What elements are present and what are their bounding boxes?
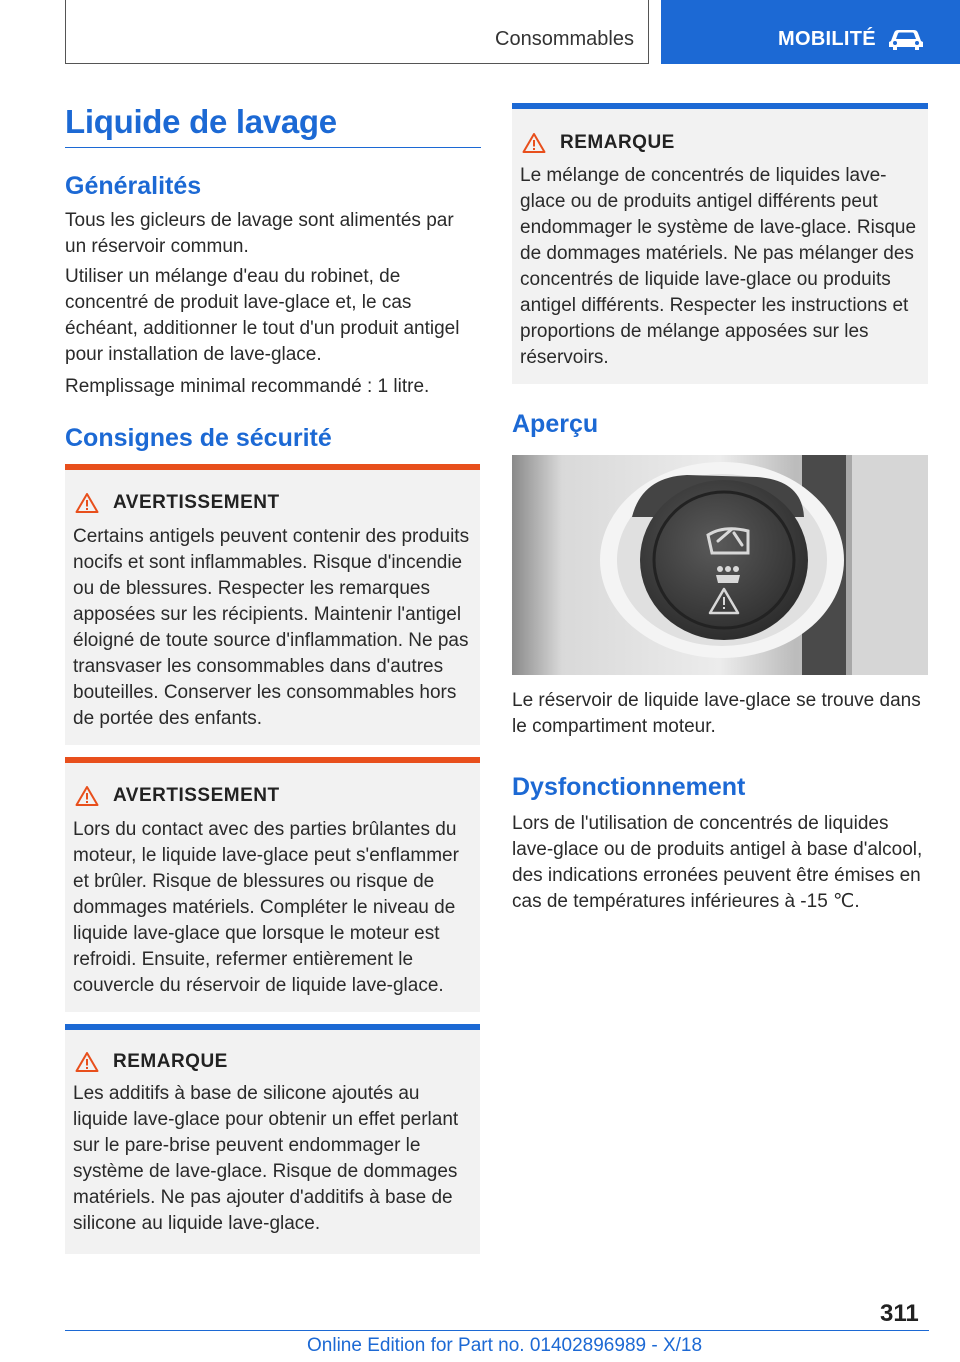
note-box [512,103,928,384]
note-text: Le mélange de concentrés de liquides lave-glace ou de produits antigel différents peut endommager le système de lave-glace. Risque de dommages matériels. Ne pas mélanger des concentrés de liquide lave-glace ou produits antigel différents. Respecter les instructions et proportions de mélange apposées sur les réservoirs. [520,165,917,368]
warning-bar [65,757,480,763]
heading-apercu: Aperçu [512,410,599,438]
page-title: Liquide de lavage [65,103,337,140]
header-section-box [65,0,649,64]
generalites-paragraph-3: Remplissage minimal recommandé : 1 litre. [65,376,430,397]
warning-label: AVERTISSEMENT [113,492,280,513]
generalites-paragraph-1: Tous les gicleurs de lavage sont alimentés par un réservoir commun. [65,210,454,257]
header-section-title: Consommables [495,28,634,50]
note-label: REMARQUE [113,1051,228,1072]
header-chapter-tab[interactable] [661,0,960,64]
warning-triangle-icon [75,785,99,807]
page-number: 311 [880,1300,919,1327]
footer-edition-text[interactable]: Online Edition for Part no. 01402896989 - X/18 [307,1335,703,1356]
heading-consignes-securite: Consignes de sécurité [65,424,332,452]
warning-label: AVERTISSEMENT [113,785,280,806]
heading-generalites: Généralités [65,172,202,200]
warning-box [65,757,480,1012]
apercu-caption: Le réservoir de liquide lave-glace se trouve dans le compartiment moteur. [512,690,921,737]
heading-dysfonctionnement: Dysfonctionnement [512,773,746,801]
generalites-paragraph-2: Utiliser un mélange d'eau du robinet, de concentré de produit lave-glace et, le cas échéant, additionner le tout d'un produit antigel pour installation de lave-glace. [65,266,460,365]
title-divider [65,147,481,148]
warning-triangle-icon [522,132,546,154]
warning-text: Lors du contact avec des parties brûlantes du moteur, le liquide lave-glace peut s'enflammer et brûler. Risque de blessures ou risque de dommages matériels. Compléter le niveau de liquide lave-glace que lorsque le moteur est refroidi. Ensuite, refermer entièrement le couvercle du réservoir de liquide lave-glace. [73,819,459,996]
dysfonctionnement-paragraph: Lors de l'utilisation de concentrés de liquides lave-glace ou de produits antigel à base d'alcool, des indications erronées peuvent être émises en cas de températures inférieures à -15 ℃. [512,813,923,912]
warning-box [65,464,480,745]
warning-triangle-icon [75,1051,99,1073]
note-text: Les additifs à base de silicone ajoutés au liquide lave-glace pour obtenir un effet perlant sur le pare-brise peuvent endommager le système de lave-glace. Risque de dommages matériels. Ne pas ajouter d'additifs à base de silicone au liquide lave-glace. [73,1083,459,1234]
car-icon [887,27,925,51]
note-bar [65,1024,480,1030]
footer-divider [65,1330,929,1331]
warning-bar [65,464,480,470]
washer-reservoir-photo [512,455,928,675]
note-label: REMARQUE [560,132,675,153]
note-bar [512,103,928,109]
header-chapter-title: MOBILITÉ [778,28,876,50]
note-box [65,1024,480,1254]
warning-triangle-icon [75,492,99,514]
warning-text: Certains antigels peuvent contenir des produits nocifs et sont inflammables. Risque d'incendie ou de blessures. Respecter les remarques apposées sur les récipients. Maintenir l'antigel éloigné de toute source d'inflammation. Ne pas transvaser les consommables dans d'autres bouteilles. Conserver les consommables hors de portée des enfants. [73,526,470,729]
washer-reservoir-illustration [512,455,928,675]
